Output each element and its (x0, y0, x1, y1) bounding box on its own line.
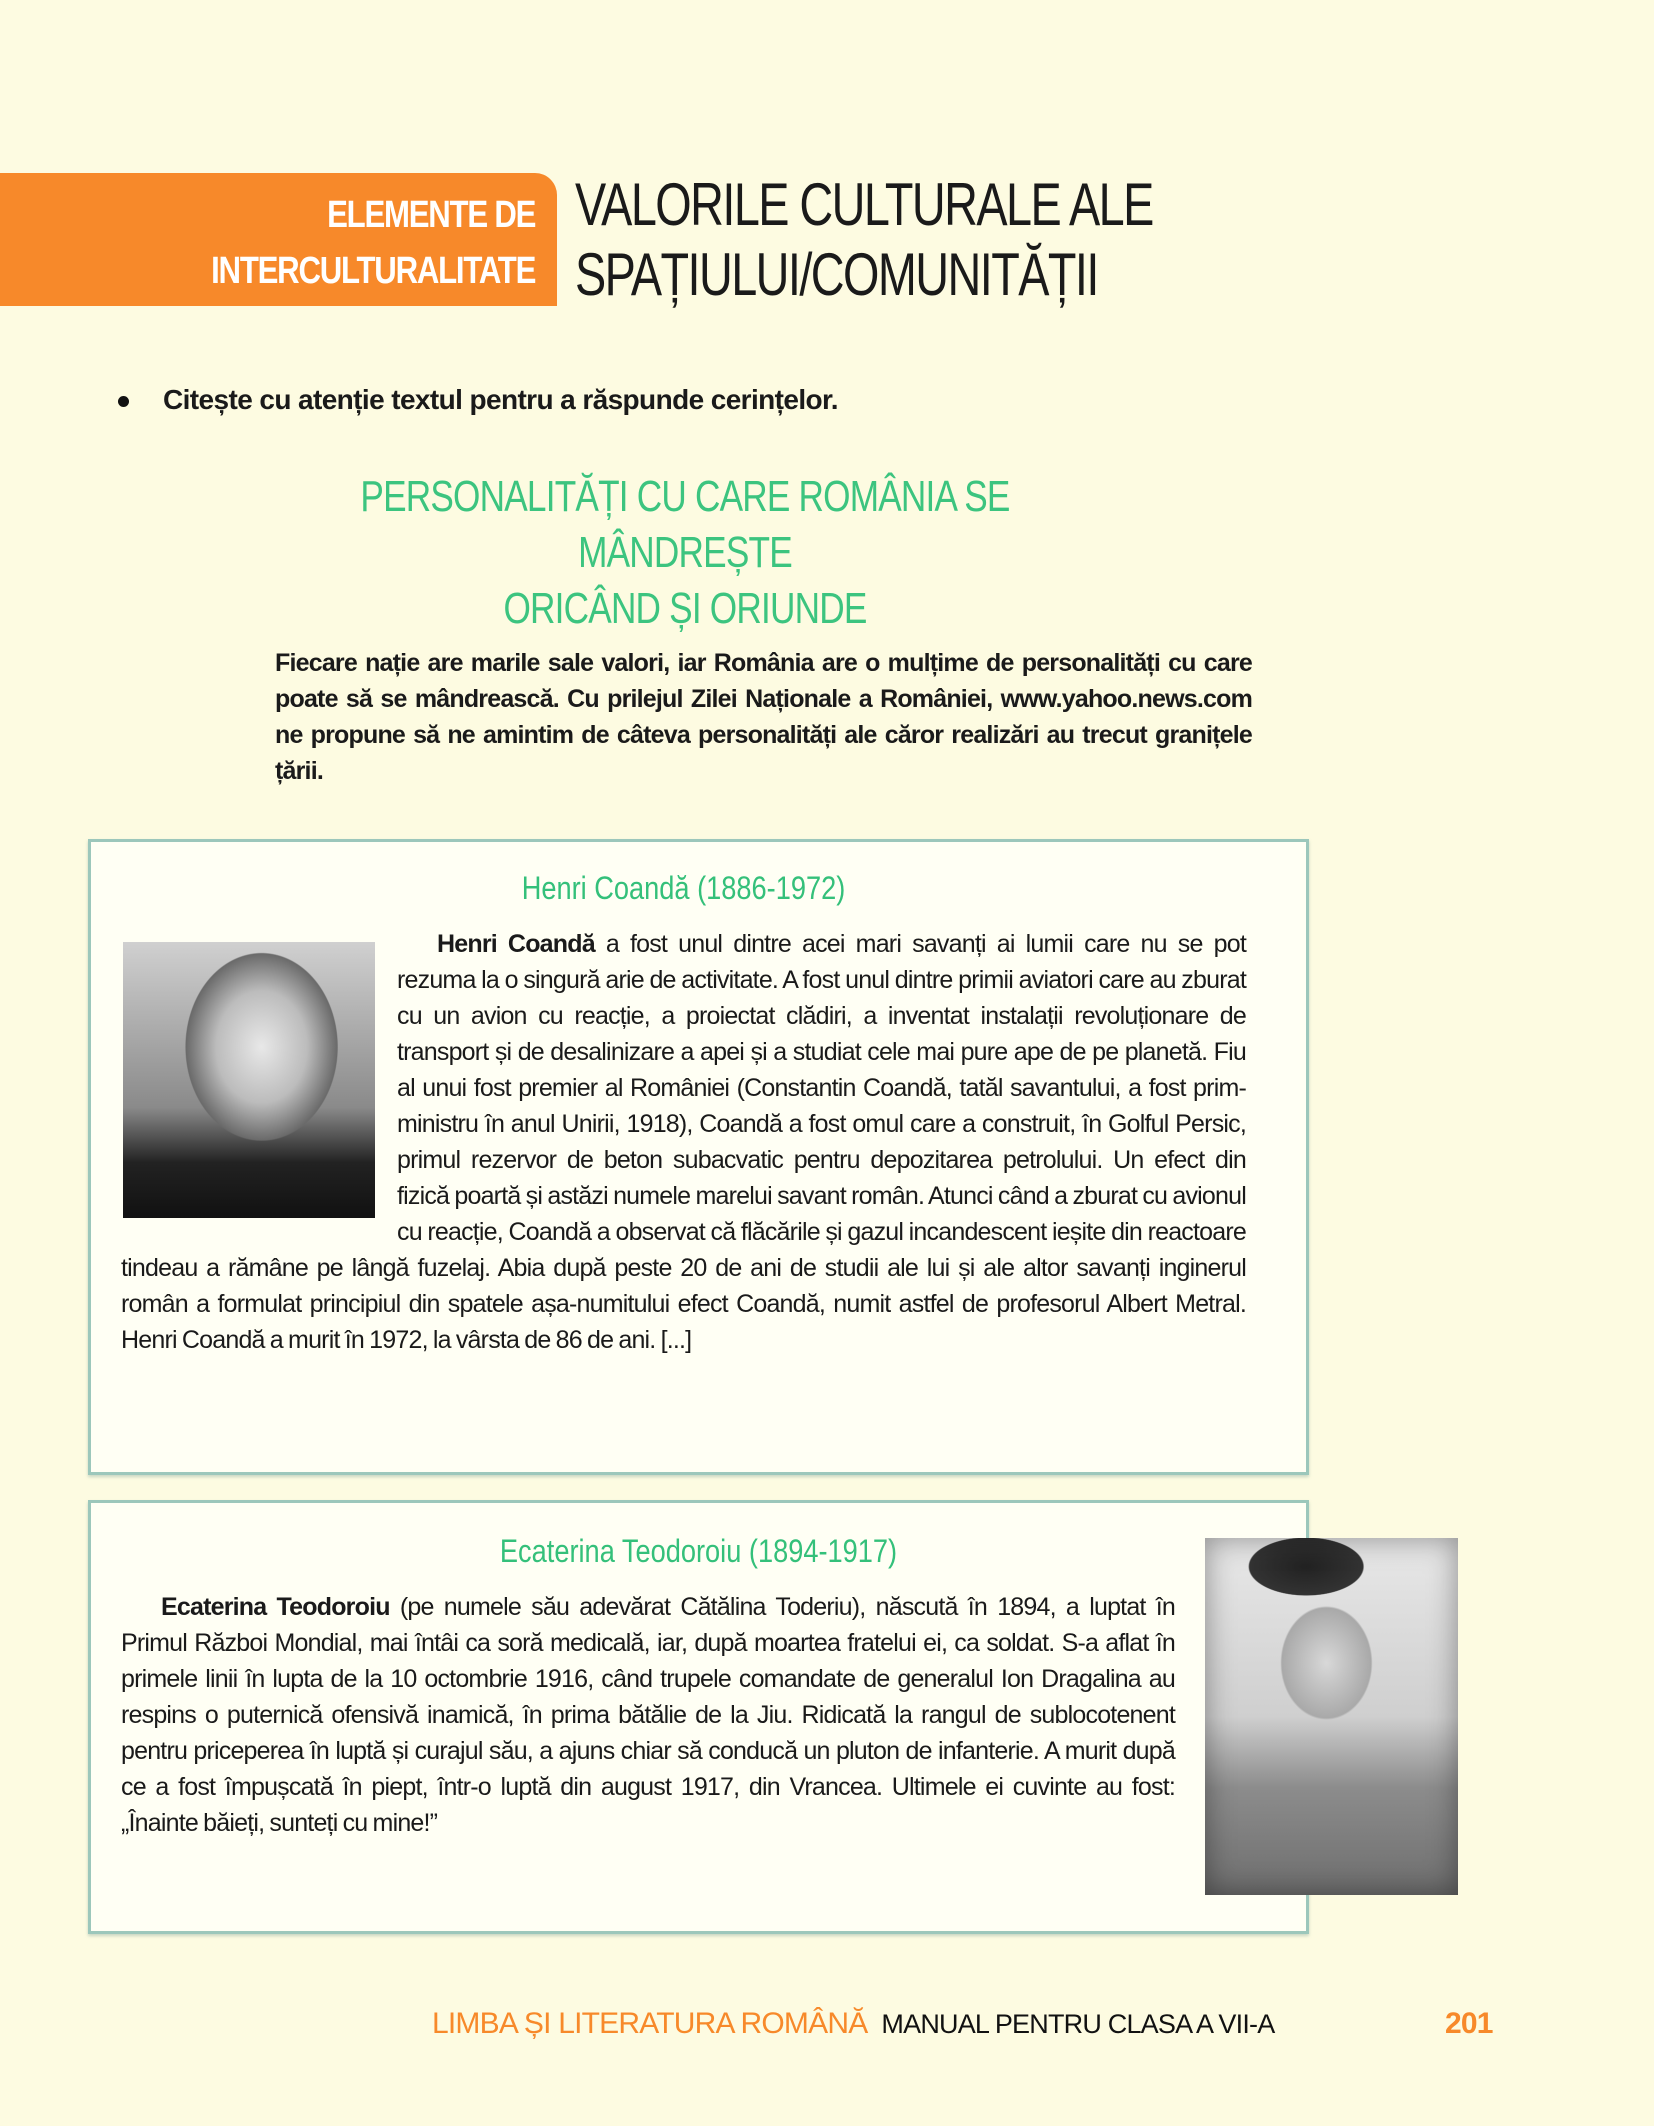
page-number: 201 (1445, 2007, 1493, 2040)
article-heading-line2: ORICÂND ȘI ORIUNDE (503, 584, 867, 633)
profile-title: Henri Coandă (1886-1972) (521, 870, 846, 906)
section-label (211, 187, 535, 299)
section-label-line2: INTERCULTURALITATE (210, 250, 535, 292)
profile-name: Henri Coandă (437, 930, 595, 958)
profile-name: Ecaterina Teodoroiu (161, 1593, 390, 1621)
page-title-line1: VALORILE CULTURALE ALE (575, 171, 1153, 238)
footer-subject: LIMBA ȘI LITERATURA ROMÂNĂ (432, 2007, 868, 2040)
profile-text (121, 1589, 1175, 1841)
page-content (0, 383, 1654, 2104)
section-label-line1: ELEMENTE DE (326, 194, 535, 236)
bullet-icon (118, 396, 129, 407)
instruction (118, 383, 1654, 417)
article-heading-line1: PERSONALITĂȚI CU CARE ROMÂNIA SE MÂNDREȘTE (360, 472, 1010, 577)
article-intro: Fiecare nație are marile sale valori, iar România are o mulțime de personalități cu care poate să se mândrească. Cu prilejul Zilei Naționale a României, www.yahoo.news.com ne propune să ne amintim de câteva personalități ale căror realizări au trecut granițele țării. (275, 649, 1252, 785)
section-label-band (0, 173, 557, 306)
footer-manual: MANUAL PENTRU CLASA A VII-A (881, 2009, 1275, 2039)
page-title-line2: SPAȚIULUI/COMUNITĂȚII (575, 241, 1098, 308)
instruction-text: Citește cu atenție textul pentru a răspunde cerințelor. (163, 384, 838, 415)
profile-body: (pe numele său adevărat Cătălina Toderiu), născută în 1894, a luptat în Primul Război Mondial, mai întâi ca soră medicală, iar, după moartea fratelui ei, ca soldat. S-a aflat în primele linii în lupta de la 10 octombrie 1916, când trupele comandate de generalul Ion Dragalina au respins o puternică ofensivă inamică, în prima bătălie de la Jiu. Ridicată la rangul de sublocotenent pentru priceperea în luptă și curajul său, a ajuns chiar să conducă un pluton de infanterie. A murit după ce a fost împușcată în piept, într-o luptă din august 1917, din Vrancea. Ultimele ei cuvinte au fost: „Înainte băieți, sunteți cu mine!” (121, 1593, 1176, 1837)
page-title (575, 170, 1153, 310)
portrait-photo-teodoroiu (1205, 1538, 1458, 1895)
profile-body: a fost unul dintre acei mari savanți ai lumii care nu se pot rezuma la o singură arie de activitate. A fost unul dintre primii aviatori care au zburat cu un avion cu reacție, a proiectat clădiri, a inventat instalații revoluționare de transport și de desalinizare a apei și a studiat cele mai pure ape de pe planetă. Fiu al unui fost premier al României (Constantin Coandă, tatăl savantului, a fost prim-ministru în anul Unirii, 1918), Coandă a fost omul care a construit, în Golful Persic, primul rezervor de beton subacvatic pentru depozitarea petrolului. Un efect din fizică poartă și astăzi numele marelui savant român. Atunci când a zburat cu avionul cu reacție, Coandă a observat că flăcările și gazul incandescent ieșite din reactoare tindeau a rămâne pe lângă fuzelaj. Abia după peste 20 de ani de studii ale lui și ale altor savanți inginerul român a formulat principiul din spatele așa-numitului efect Coandă, numit astfel de profesorul Albert Metral. Henri Coandă a murit în 1972, la vârsta de 86 de ani. [...] (121, 930, 1246, 1354)
profile-card-coanda (88, 839, 1309, 1475)
profile-title: Ecaterina Teodoroiu (1894-1917) (499, 1533, 898, 1569)
profile-card-teodoroiu (88, 1500, 1309, 1934)
article-heading (200, 469, 1170, 637)
profile-text (121, 926, 1246, 1358)
portrait-photo-coanda (123, 942, 375, 1218)
page-footer (432, 2004, 1654, 2044)
